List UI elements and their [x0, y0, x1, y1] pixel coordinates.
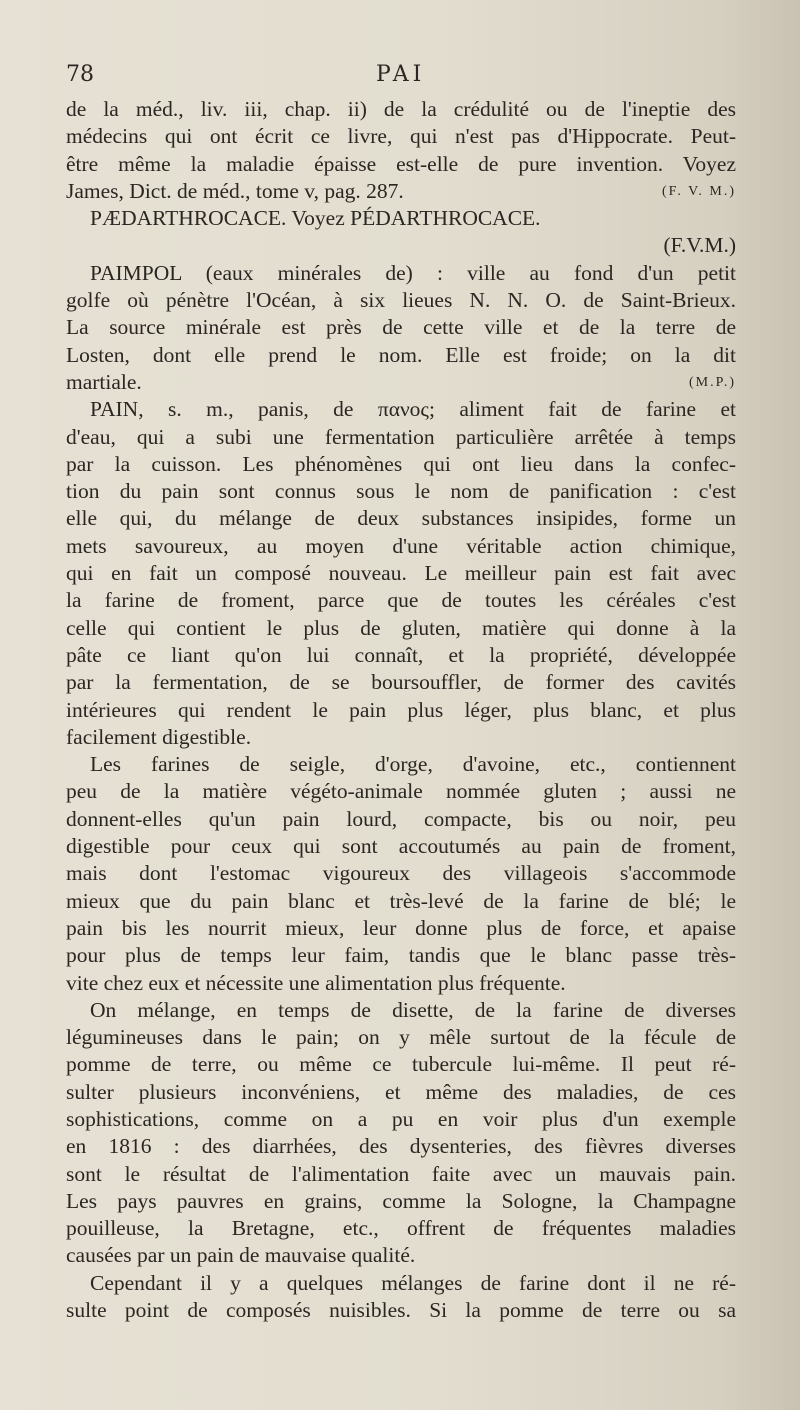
text-line [66, 451, 736, 478]
line-text: facilement digestible. [66, 724, 252, 749]
text-line [66, 860, 736, 887]
text-line [66, 205, 736, 232]
line-text: Losten, dont elle prend le nom. Elle est froide; on la dit [66, 342, 736, 367]
body-text [66, 96, 736, 1324]
text-line [66, 1079, 736, 1106]
text-line [66, 1242, 736, 1269]
text-line [66, 615, 736, 642]
line-text: en 1816 : des diarrhées, des dysenteries, des fièvres diverses [66, 1134, 736, 1159]
text-line [66, 1270, 736, 1297]
text-line [66, 942, 736, 969]
text-line [66, 888, 736, 915]
line-text: digestible pour ceux qui sont accoutumés au pain de froment, [66, 834, 736, 859]
line-text: qui en fait un composé nouveau. Le meilleur pain est fait avec [66, 561, 736, 586]
text-line [66, 314, 736, 341]
text-line [66, 1051, 736, 1078]
text-line [66, 669, 736, 696]
text-line [66, 833, 736, 860]
line-text: sont le résultat de l'alimentation faite avec un mauvais pain. [66, 1161, 736, 1186]
text-line [66, 424, 736, 451]
line-text: elle qui, du mélange de deux substances insipides, forme un [66, 506, 736, 531]
line-text: pâte ce liant qu'on lui connaît, et la propriété, développée [66, 642, 736, 667]
line-text: tion du pain sont connus sous le nom de panification : c'est [66, 479, 736, 504]
text-line [66, 1133, 736, 1160]
line-text: sulte point de composés nuisibles. Si la pomme de terre ou sa [66, 1298, 736, 1323]
text-line [66, 642, 736, 669]
text-line [66, 1215, 736, 1242]
line-text: Les farines de seigle, d'orge, d'avoine, etc., contiennent [90, 752, 736, 777]
text-line [66, 287, 736, 314]
line-text: causées par un pain de mauvaise qualité. [66, 1243, 416, 1268]
text-line [66, 970, 736, 997]
text-line [66, 369, 736, 396]
text-line [66, 342, 736, 369]
line-text: d'eau, qui a subi une fermentation particulière arrêtée à temps [66, 424, 736, 449]
text-line [66, 587, 736, 614]
text-line [66, 232, 736, 259]
text-line [66, 178, 736, 205]
text-line [66, 1188, 736, 1215]
line-text: martiale. [66, 369, 142, 394]
line-text: pain bis les nourrit mieux, leur donne plus de force, et apaise [66, 915, 736, 940]
text-line [66, 697, 736, 724]
line-text: pouilleuse, la Bretagne, etc., offrent de fréquentes maladies [66, 1216, 736, 1241]
author-signature: (M.P.) [688, 374, 736, 390]
line-text: de la méd., liv. iii, chap. ii) de la crédulité ou de l'ineptie des [66, 97, 736, 121]
line-text: médecins qui ont écrit ce livre, qui n'est pas d'Hippocrate. Peut- [66, 124, 736, 149]
line-text: PAIN, s. m., panis, de πανος; aliment fait de farine et [90, 397, 736, 422]
text-line [66, 260, 736, 287]
line-text: mais dont l'estomac vigoureux des villageois s'accommode [66, 861, 736, 886]
line-text: PÆDARTHROCACE. Voyez PÉDARTHROCACE. [90, 206, 541, 231]
line-text: celle qui contient le plus de gluten, matière qui donne à la [66, 615, 736, 640]
line-text: sulter plusieurs inconvéniens, et même des maladies, de ces [66, 1079, 736, 1104]
text-line [66, 505, 736, 532]
text-line [66, 724, 736, 751]
line-text: par la cuisson. Les phénomènes qui ont lieu dans la confec- [66, 451, 736, 476]
line-text: James, Dict. de méd., tome v, pag. 287. [66, 178, 404, 203]
line-text: mieux que du pain blanc et très-levé de la farine de blé; le [66, 888, 736, 913]
text-line [66, 396, 736, 423]
line-text: légumineuses dans le pain; on y mêle surtout de la fécule de [66, 1025, 736, 1050]
text-line [66, 915, 736, 942]
line-text: pomme de terre, ou même ce tubercule lui-même. Il peut ré- [66, 1052, 736, 1077]
line-text: la farine de froment, parce que de toutes les céréales c'est [66, 588, 736, 613]
text-line [66, 1024, 736, 1051]
text-line [66, 151, 736, 178]
line-text: par la fermentation, de se boursouffler, de former des cavités [66, 670, 736, 695]
text-line [66, 533, 736, 560]
page-number: 78 [66, 62, 94, 87]
line-text: être même la maladie épaisse est-elle de pure invention. Voyez [66, 151, 736, 176]
line-text: pour plus de temps leur faim, tandis que le blanc passe très- [66, 943, 736, 968]
text-line [66, 560, 736, 587]
line-text: mets savoureux, au moyen d'une véritable action chimique, [66, 533, 736, 558]
text-line [66, 751, 736, 778]
line-text: Cependant il y a quelques mélanges de farine dont il ne ré- [90, 1270, 736, 1295]
page-header [66, 62, 766, 92]
text-line [66, 778, 736, 805]
line-text: donnent-elles qu'un pain lourd, compacte, bis ou noir, peu [66, 806, 736, 831]
line-text: intérieures qui rendent le pain plus léger, plus blanc, et plus [66, 697, 736, 722]
text-line [66, 478, 736, 505]
line-text: vite chez eux et nécessite une alimentation plus fréquente. [66, 970, 566, 995]
line-text: Les pays pauvres en grains, comme la Sologne, la Champagne [66, 1188, 736, 1213]
text-line [66, 1106, 736, 1133]
text-line [66, 806, 736, 833]
text-line [66, 1297, 736, 1324]
running-head: PAI [376, 62, 426, 87]
line-text: golfe où pénètre l'Océan, à six lieues N. N. O. de Saint-Brieux. [66, 288, 736, 313]
text-line [66, 1161, 736, 1188]
line-text: La source minérale est près de cette ville et de la terre de [66, 315, 736, 340]
text-line [66, 997, 736, 1024]
author-signature: (F. V. M.) [662, 183, 736, 199]
line-text: sophistications, comme on a pu en voir plus d'un exemple [66, 1106, 736, 1131]
line-text: PAIMPOL (eaux minérales de) : ville au fond d'un petit [90, 260, 736, 285]
text-line [66, 123, 736, 150]
text-line [66, 96, 736, 123]
line-text: (F.V.M.) [663, 233, 736, 258]
line-text: peu de la matière végéto-animale nommée gluten ; aussi ne [66, 779, 736, 804]
line-text: On mélange, en temps de disette, de la farine de diverses [90, 997, 736, 1022]
